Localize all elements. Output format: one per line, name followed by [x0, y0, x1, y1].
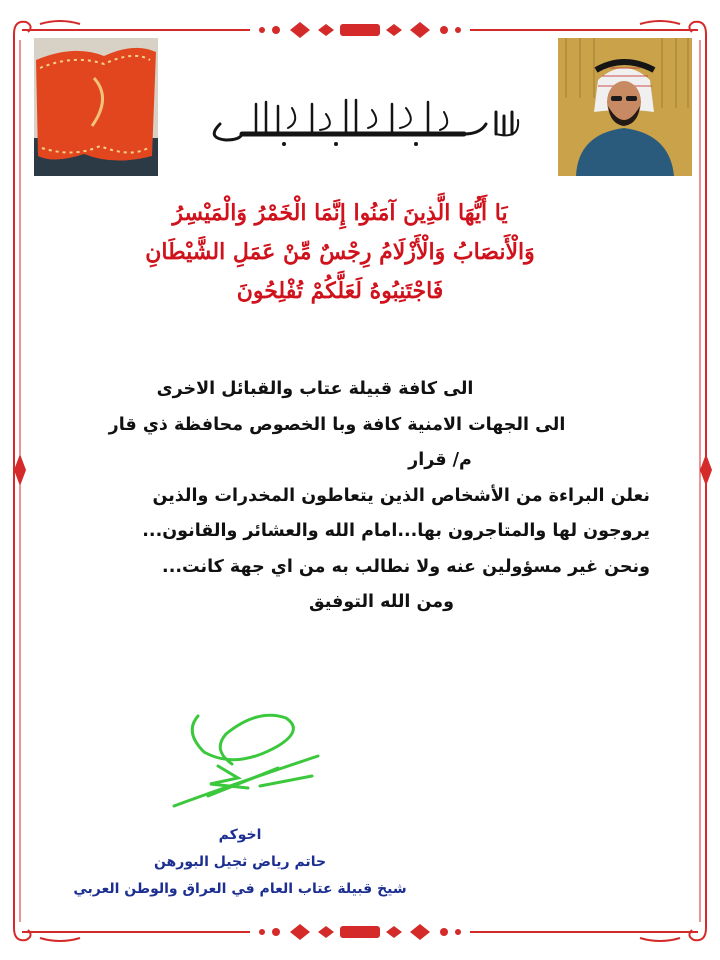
bismillah-image	[196, 94, 528, 150]
subject-line: م/ قرار	[408, 450, 472, 470]
signature-image	[168, 706, 328, 810]
letter-body	[50, 372, 650, 621]
closing-phrase: اخوكم	[218, 827, 262, 843]
body-line: يروجون لها والمتاجرون بها...امام الله والعشائر والقانون...	[142, 521, 650, 541]
bismillah-calligraphy	[196, 94, 528, 150]
body-line: نعلن البراءة من الأشخاص الذين يتعاطون المخدرات والذين	[152, 485, 650, 506]
address-line: الى الجهات الامنية كافة وبا الخصوص محافظة ذي قار	[108, 414, 566, 435]
verse-line: يَا أَيُّهَا الَّذِينَ آمَنُوا إِنَّمَا الْخَمْرُ وَالْمَيْسِرُ	[172, 200, 508, 226]
letter-closing	[60, 822, 420, 903]
quranic-verse	[120, 194, 560, 311]
tribe-flag-photo	[34, 38, 158, 176]
body-closing-line: ومن الله التوفيق	[308, 592, 454, 612]
body-line: ونحن غير مسؤولين عنه ولا نطالب به من اي جهة كانت...	[162, 556, 650, 577]
signer-name: حاتم رياض ثجيل البورهن	[153, 854, 327, 870]
address-line: الى كافة قبيلة عتاب والقبائل الاخرى	[156, 379, 474, 399]
portrait-image	[558, 38, 692, 176]
flag-image	[34, 38, 158, 176]
verse-line: وَالْأَنصَابُ وَالْأَزْلَامُ رِجْسٌ مِّنْ عَمَلِ الشَّيْطَانِ	[145, 239, 535, 265]
signer-title: شيخ قبيلة عتاب العام في العراق والوطن العربي	[73, 881, 407, 897]
verse-line: فَاجْتَنِبُوهُ لَعَلَّكُمْ تُفْلِحُونَ	[236, 278, 444, 304]
sheikh-portrait-photo	[558, 38, 692, 176]
handwritten-signature	[168, 706, 328, 810]
